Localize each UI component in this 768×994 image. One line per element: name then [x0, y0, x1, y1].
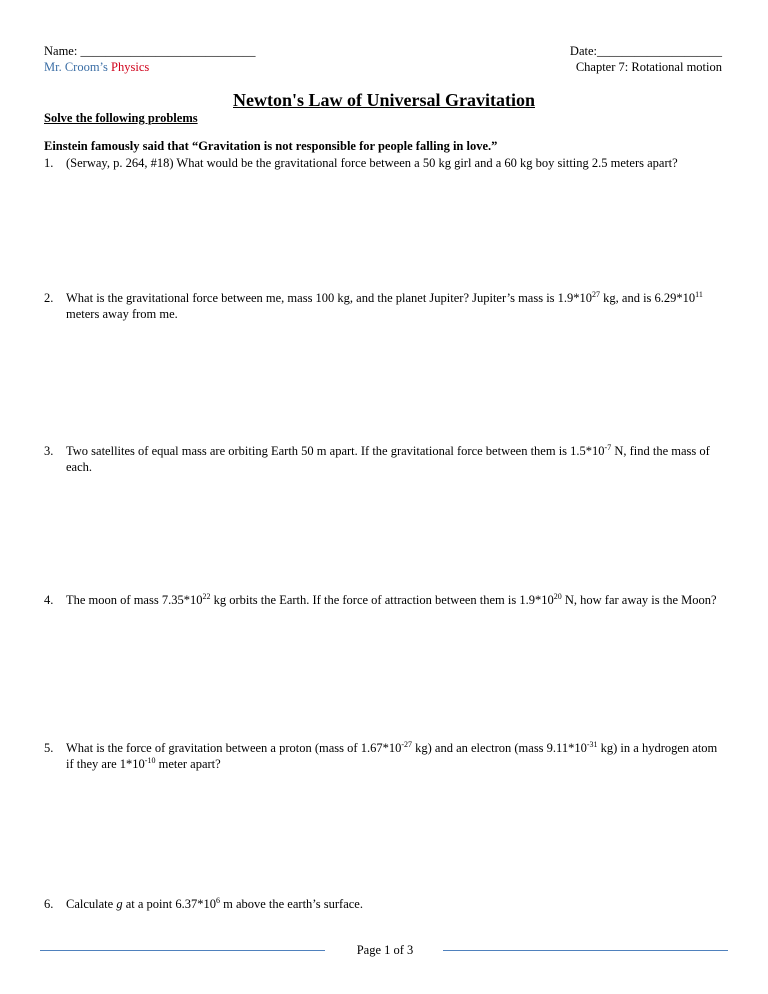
exponent: -7 — [604, 442, 612, 452]
question-2 — [44, 289, 726, 322]
question-text: kg orbits the Earth. If the force of attraction between them is 1.9*10 — [210, 593, 554, 607]
chapter-label: Chapter 7: Rotational motion — [575, 60, 722, 74]
variable-g: g — [116, 897, 123, 911]
question-text: N, find the mass of each. — [66, 444, 710, 474]
question-text: What is the gravitational force between me, mass 100 kg, and the planet Jupiter? Jupiter’s mass is 1.9*10 — [66, 291, 593, 305]
exponent: 22 — [202, 591, 211, 601]
question-text: at a point 6.37*10 — [122, 897, 216, 911]
question-1 — [44, 155, 726, 171]
question-text: meter apart? — [155, 757, 221, 771]
teacher-name: Mr. Croom’s — [44, 60, 108, 74]
teacher-line — [44, 59, 255, 75]
question-text: N, how far away is the Moon? — [561, 593, 717, 607]
header-right — [570, 43, 722, 75]
question-text: Two satellites of equal mass are orbiting Earth 50 m apart. If the gravitational force between them is 1.5*10 — [66, 444, 605, 458]
footer-divider-right — [443, 950, 728, 951]
question-text: m above the earth’s surface. — [219, 897, 363, 911]
footer-divider-left — [40, 950, 325, 951]
question-number: 6. — [44, 897, 54, 911]
question-text: kg) and an electron (mass 9.11*10 — [412, 741, 587, 755]
page-footer — [0, 945, 768, 965]
page-number: Page 1 of 3 — [356, 943, 414, 957]
question-number: 1. — [44, 156, 54, 170]
section-heading: Solve the following problems — [44, 111, 198, 125]
question-5 — [44, 739, 726, 772]
question-text: (Serway, p. 264, #18) What would be the gravitational force between a 50 kg girl and a 60 kg boy sitting 2.5 meters apart? — [66, 156, 678, 170]
exponent: 27 — [592, 289, 601, 299]
question-text: What is the force of gravitation between a proton (mass of 1.67*10 — [66, 741, 402, 755]
question-number: 3. — [44, 444, 54, 458]
exponent: -31 — [586, 739, 598, 749]
question-text: kg, and is 6.29*10 — [600, 291, 696, 305]
header-left — [44, 43, 255, 75]
question-4 — [44, 591, 726, 608]
exponent: 11 — [695, 289, 703, 299]
question-text: meters away from me. — [66, 307, 178, 321]
exponent: -27 — [401, 739, 412, 749]
question-text: Calculate — [66, 897, 117, 911]
question-number: 5. — [44, 741, 54, 755]
exponent: 20 — [553, 591, 562, 601]
date-label: Date:____________________ — [569, 44, 722, 58]
exponent: -10 — [144, 755, 156, 765]
question-number: 2. — [44, 291, 54, 305]
question-text: kg) in a hydrogen atom if they are 1*10 — [66, 741, 718, 771]
subject-name: Physics — [111, 60, 150, 74]
question-6 — [44, 895, 726, 912]
name-label: Name: ____________________________ — [44, 44, 256, 58]
exponent: 6 — [215, 895, 220, 905]
question-number: 4. — [44, 593, 54, 607]
question-text: The moon of mass 7.35*10 — [66, 593, 203, 607]
question-3 — [44, 442, 726, 475]
einstein-quote: Einstein famously said that “Gravitation is not responsible for people falling in love.” — [44, 139, 498, 153]
page-title: Newton's Law of Universal Gravitation — [233, 90, 535, 110]
